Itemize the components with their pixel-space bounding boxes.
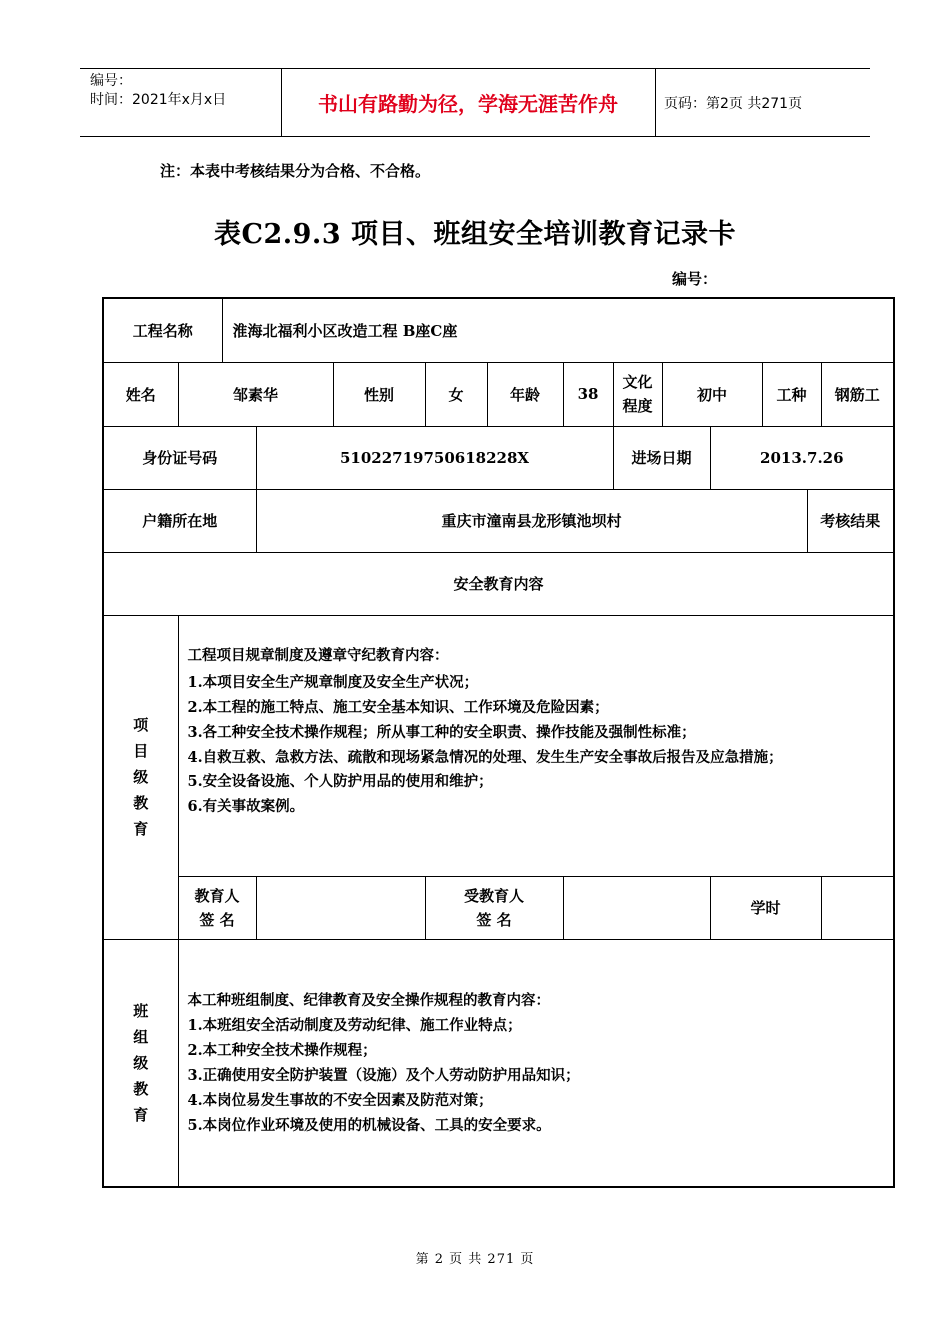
page-title: 表C2.9.3 项目、班组安全培训教育记录卡 xyxy=(213,219,737,250)
educatee-signature-label xyxy=(425,876,563,939)
entry-date-label: 进场日期 xyxy=(613,426,710,489)
table-row-personal xyxy=(103,362,894,426)
team-level-item: 5.本岗位作业环境及使用的机械设备、工具的安全要求。 xyxy=(187,1116,551,1134)
team-level-content xyxy=(178,939,894,1187)
residence-value: 重庆市潼南县龙形镇池坝村 xyxy=(256,489,807,552)
entry-date-value: 2013.7.26 xyxy=(710,426,894,489)
educatee-label-line1: 受教育人 xyxy=(464,886,525,905)
table-row-signatures xyxy=(103,876,894,939)
project-level-content xyxy=(178,615,894,876)
document-number-label: 编号： xyxy=(672,270,718,288)
project-level-item: 6.有关事故案例。 xyxy=(187,798,305,816)
education-label xyxy=(613,362,662,426)
project-level-intro: 工程项目规章制度及遵章守纪教育内容： xyxy=(187,646,449,664)
education-value: 初中 xyxy=(662,362,762,426)
project-level-char: 育 xyxy=(133,820,149,838)
age-label: 年龄 xyxy=(487,362,563,426)
project-name-label: 工程名称 xyxy=(103,298,222,362)
name-label: 姓名 xyxy=(103,362,178,426)
project-level-item: 1.本项目安全生产规章制度及安全生产状况； xyxy=(187,674,479,692)
gender-value: 女 xyxy=(425,362,487,426)
project-name-value: 淮海北福利小区改造工程 B座C座 xyxy=(222,298,894,362)
id-number-value: 51022719750618228X xyxy=(256,426,613,489)
team-level-char: 教 xyxy=(133,1079,149,1098)
safety-content-header: 安全教育内容 xyxy=(103,552,894,615)
educatee-signature-field[interactable] xyxy=(563,876,710,939)
educator-signature-field[interactable] xyxy=(256,876,425,939)
educator-label-line2: 签 名 xyxy=(199,910,235,929)
team-level-char: 级 xyxy=(133,1053,149,1072)
team-level-intro: 本工种班组制度、纪律教育及安全操作规程的教育内容： xyxy=(187,991,550,1009)
team-level-item: 2.本工种安全技术操作规程； xyxy=(187,1041,377,1059)
table-row-team-level xyxy=(103,939,894,1187)
project-level-item: 2.本工程的施工特点、施工安全基本知识、工作环境及危险因素； xyxy=(187,699,609,717)
project-level-label xyxy=(103,615,178,939)
training-record-table xyxy=(102,297,895,1188)
educator-label-line1: 教育人 xyxy=(194,886,240,905)
project-level-item: 4.自救互救、急救方法、疏散和现场紧急情况的处理、发生生产安全事故后报告及应急措施； xyxy=(187,748,783,766)
education-label-line2: 程度 xyxy=(622,397,653,415)
project-level-item: 3.各工种安全技术操作规程；所从事工种的安全职责、操作技能及强制性标准； xyxy=(187,723,696,741)
educatee-label-line2: 签 名 xyxy=(476,910,512,929)
trade-value: 钢筋工 xyxy=(821,362,894,426)
team-level-item: 3.正确使用安全防护装置（设施）及个人劳动防护用品知识； xyxy=(187,1066,580,1084)
header-motto: 书山有路勤为径，学海无涯苦作舟 xyxy=(318,92,618,116)
header-time-label: 时间：2021年x月x日 xyxy=(90,92,227,108)
header-divider-left xyxy=(281,68,282,136)
id-number-label: 身份证号码 xyxy=(103,426,256,489)
project-level-char: 项 xyxy=(133,716,149,734)
team-level-char: 组 xyxy=(133,1027,149,1046)
hours-field[interactable] xyxy=(821,876,894,939)
hours-label: 学时 xyxy=(710,876,821,939)
team-level-label xyxy=(103,939,178,1187)
gender-label: 性别 xyxy=(333,362,425,426)
header-divider-right xyxy=(655,68,656,136)
table-row-content-header xyxy=(103,552,894,615)
assessment-note: 注：本表中考核结果分为合格、不合格。 xyxy=(160,162,431,180)
residence-label: 户籍所在地 xyxy=(103,489,256,552)
trade-label: 工种 xyxy=(762,362,821,426)
project-level-char: 目 xyxy=(133,742,149,760)
header-left-block xyxy=(90,72,226,110)
name-value: 邹素华 xyxy=(178,362,333,426)
header-top-rule xyxy=(80,68,870,69)
team-level-item: 1.本班组安全活动制度及劳动纪律、施工作业特点； xyxy=(187,1016,522,1034)
project-level-char: 教 xyxy=(133,794,149,812)
header-bottom-rule xyxy=(80,136,870,137)
table-row-project xyxy=(103,298,894,362)
educator-signature-label xyxy=(178,876,256,939)
header-page-info: 页码：第2页 共271页 xyxy=(664,96,803,112)
page-footer: 第 2 页 共 271 页 xyxy=(415,1252,535,1267)
header-number-label: 编号： xyxy=(90,73,132,89)
table-row-project-level xyxy=(103,615,894,876)
team-level-char: 班 xyxy=(133,1001,149,1020)
age-value: 38 xyxy=(563,362,613,426)
table-row-residence xyxy=(103,489,894,552)
team-level-char: 育 xyxy=(133,1105,149,1124)
project-level-char: 级 xyxy=(133,768,149,786)
team-level-item: 4.本岗位易发生事故的不安全因素及防范对策； xyxy=(187,1091,493,1109)
table-row-id xyxy=(103,426,894,489)
project-level-item: 5.安全设备设施、个人防护用品的使用和维护； xyxy=(187,773,493,791)
education-label-line1: 文化 xyxy=(622,373,653,391)
assessment-result-label: 考核结果 xyxy=(807,489,894,552)
